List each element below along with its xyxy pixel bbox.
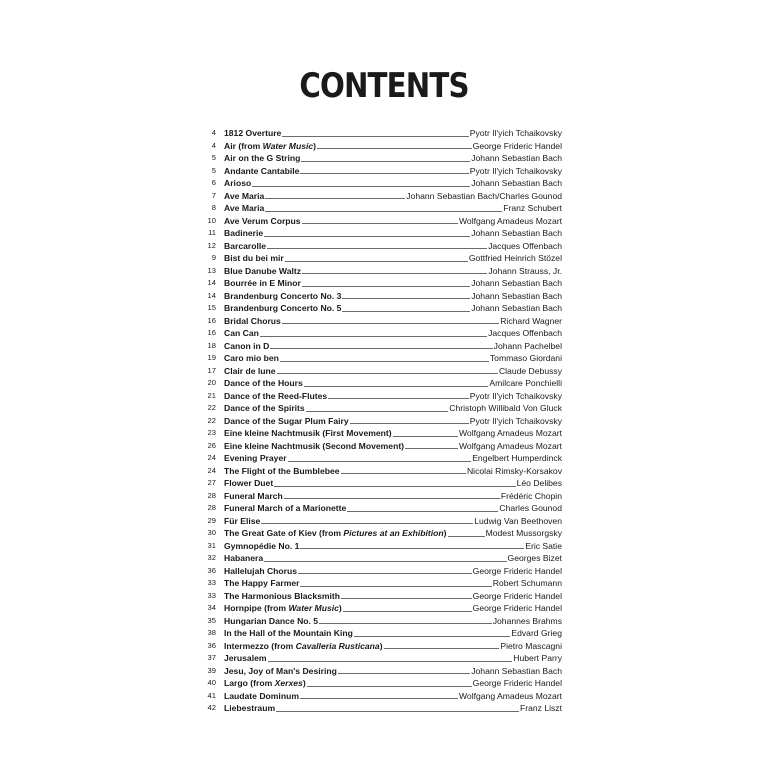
- composer-name: George Frideric Handel: [472, 603, 562, 613]
- toc-entry: [204, 440, 562, 453]
- piece-title: Evening Prayer: [224, 453, 287, 463]
- page-number: 28: [207, 503, 216, 512]
- page-number: 21: [207, 390, 216, 400]
- dot-leader: [270, 348, 492, 349]
- piece-title: Laudate Dominum: [224, 690, 299, 701]
- toc-entry: [204, 590, 562, 603]
- piece-title: Ave Maria: [224, 203, 265, 213]
- dot-leader: [405, 448, 458, 449]
- dot-leader: [265, 211, 502, 212]
- dot-leader: [252, 186, 470, 187]
- dot-leader: [300, 586, 491, 587]
- piece-title: Bist du bei mir: [224, 253, 284, 263]
- composer-name: Johann Sebastian Bach: [471, 665, 562, 676]
- piece-title: 1812 Overture: [224, 128, 282, 138]
- composer-name: Richard Wagner: [500, 315, 562, 326]
- dot-leader: [350, 423, 469, 424]
- composer-name: Pietro Mascagni: [500, 640, 562, 651]
- toc-entry: [204, 690, 562, 703]
- dot-leader: [301, 161, 470, 162]
- composer-name: Pyotr Il'yich Tchaikovsky: [469, 390, 562, 401]
- page-number: 42: [207, 703, 216, 712]
- toc-entry: [204, 140, 562, 153]
- piece-title: Funeral March of a Marionette: [224, 503, 347, 513]
- piece-title: Dance of the Reed-Flutes: [224, 390, 328, 401]
- composer-name: George Frideric Handel: [472, 590, 562, 601]
- piece-title: Eine kleine Nachtmusik (Second Movement): [224, 440, 405, 451]
- toc-entry: [204, 515, 562, 528]
- composer-name: Johann Sebastian Bach/Charles Gounod: [406, 190, 562, 201]
- piece-title: Für Elise: [224, 515, 261, 526]
- page-number: 33: [207, 578, 216, 587]
- piece-title: Badinerie: [224, 228, 264, 238]
- page-number: 31: [207, 540, 216, 550]
- page-title: CONTENTS: [299, 66, 469, 106]
- composer-name: George Frideric Handel: [472, 678, 562, 688]
- toc-entry: [204, 390, 562, 403]
- page-number: 23: [207, 428, 216, 437]
- composer-name: Johann Sebastian Bach: [471, 278, 562, 288]
- composer-name: Wolfgang Amadeus Mozart: [458, 440, 562, 451]
- page-number: 4: [211, 140, 216, 150]
- dot-leader: [304, 386, 489, 387]
- page-number: 36: [207, 565, 216, 575]
- page-number: 4: [211, 128, 216, 137]
- composer-name: Franz Liszt: [519, 703, 562, 713]
- piece-title: Habanera: [224, 553, 264, 563]
- piece-title: Can Can: [224, 328, 259, 338]
- toc-entry: [204, 602, 562, 615]
- piece-title: In the Hall of the Mountain King: [224, 628, 353, 638]
- piece-title: Liebestraum: [224, 703, 276, 713]
- dot-leader: [342, 311, 470, 312]
- dot-leader: [285, 261, 468, 262]
- dot-leader: [265, 198, 405, 199]
- dot-leader: [341, 473, 466, 474]
- piece-title: Intermezzo (from Cavalleria Rusticana): [224, 640, 383, 651]
- piece-title: The Flight of the Bumblebee: [224, 465, 340, 476]
- composer-name: Claude Debussy: [498, 365, 562, 376]
- composer-name: Christoph Willibald Von Gluck: [449, 403, 562, 413]
- composer-name: Wolfgang Amadeus Mozart: [458, 428, 562, 438]
- dot-leader: [280, 361, 489, 362]
- toc-entry: [204, 577, 562, 590]
- toc-entry: [204, 290, 562, 303]
- page-number: 7: [211, 190, 216, 200]
- dot-leader: [307, 686, 472, 687]
- page-number: 34: [207, 603, 216, 612]
- toc-entry: [204, 627, 562, 640]
- page-number: 16: [207, 315, 216, 325]
- composer-name: George Frideric Handel: [472, 565, 562, 576]
- page-number: 19: [207, 353, 216, 362]
- toc-entry: [204, 427, 562, 440]
- toc-entry: [204, 527, 562, 540]
- page-number: 18: [207, 340, 216, 350]
- page-number: 22: [207, 403, 216, 412]
- composer-name: Jacques Offenbach: [488, 240, 562, 251]
- page-number: 6: [211, 178, 216, 187]
- composer-name: Georges Bizet: [507, 553, 562, 563]
- dot-leader: [264, 236, 470, 237]
- composer-name: Hubert Parry: [513, 653, 562, 663]
- dot-leader: [306, 411, 449, 412]
- page-number: 5: [211, 165, 216, 175]
- toc-entry: [204, 640, 562, 653]
- page-number: 16: [207, 328, 216, 337]
- toc-entry: [204, 490, 562, 503]
- dot-leader: [267, 248, 487, 249]
- composer-name: Amilcare Ponchielli: [489, 378, 562, 388]
- piece-title: Bridal Chorus: [224, 315, 281, 326]
- dot-leader: [341, 598, 472, 599]
- composer-name: Robert Schumann: [492, 578, 562, 588]
- page-number: 14: [207, 290, 216, 300]
- composer-name: George Frideric Handel: [472, 140, 562, 151]
- page-number: 9: [211, 253, 216, 262]
- dot-leader: [260, 336, 487, 337]
- piece-title: Ave Verum Corpus: [224, 215, 301, 226]
- piece-title: Dance of the Sugar Plum Fairy: [224, 415, 349, 426]
- composer-name: Pyotr Il'yich Tchaikovsky: [469, 415, 562, 426]
- dot-leader: [302, 286, 470, 287]
- page-number: 40: [207, 678, 216, 687]
- page-number: 8: [211, 203, 216, 212]
- toc-entry: [204, 702, 562, 715]
- dot-leader: [288, 461, 472, 462]
- piece-title: Funeral March: [224, 490, 283, 501]
- page-number: 13: [207, 265, 216, 275]
- dot-leader: [342, 298, 470, 299]
- piece-title: Arioso: [224, 178, 252, 188]
- page-number: 24: [207, 465, 216, 475]
- page-number: 29: [207, 515, 216, 525]
- toc-entry: [204, 327, 562, 340]
- piece-title: Hungarian Dance No. 5: [224, 615, 319, 626]
- composer-name: Charles Gounod: [499, 503, 562, 513]
- composer-name: Wolfgang Amadeus Mozart: [458, 215, 562, 226]
- piece-title: Brandenburg Concerto No. 5: [224, 303, 342, 313]
- composer-name: Gottfried Heinrich Stözel: [468, 253, 562, 263]
- composer-name: Léo Delibes: [516, 478, 562, 488]
- piece-title: Gymnopédie No. 1: [224, 540, 300, 551]
- composer-name: Engelbert Humperdinck: [472, 453, 562, 463]
- toc-entry: [204, 415, 562, 428]
- page-number: 10: [207, 215, 216, 225]
- toc-entry: [204, 540, 562, 553]
- page-number: 17: [207, 365, 216, 375]
- piece-title: Blue Danube Waltz: [224, 265, 302, 276]
- piece-title: Ave Maria: [224, 190, 265, 201]
- piece-title: Bourrée in E Minor: [224, 278, 301, 288]
- dot-leader: [302, 273, 487, 274]
- toc-entry: [204, 452, 562, 465]
- composer-name: Nicolai Rimsky-Korsakov: [466, 465, 562, 476]
- toc-entry: [204, 465, 562, 478]
- piece-title: Canon in D: [224, 340, 270, 351]
- piece-title: Dance of the Hours: [224, 378, 303, 388]
- piece-title: Hallelujah Chorus: [224, 565, 298, 576]
- page-number: 22: [207, 415, 216, 425]
- toc-entry: [204, 202, 562, 215]
- toc-entry: [204, 565, 562, 578]
- dot-leader: [300, 548, 524, 549]
- toc-entry: [204, 340, 562, 353]
- toc-entry: [204, 477, 562, 490]
- page-number: 32: [207, 553, 216, 562]
- toc-entry: [204, 615, 562, 628]
- toc-entry: [204, 252, 562, 265]
- composer-name: Johann Sebastian Bach: [471, 290, 562, 301]
- dot-leader: [338, 673, 470, 674]
- dot-leader: [393, 436, 458, 437]
- page-number: 15: [207, 303, 216, 312]
- toc-entry: [204, 265, 562, 278]
- page-number: 14: [207, 278, 216, 287]
- piece-title: Flower Duet: [224, 478, 274, 488]
- page-number: 27: [207, 478, 216, 487]
- toc-entry: [204, 240, 562, 253]
- dot-leader: [448, 536, 485, 537]
- composer-name: Franz Schubert: [503, 203, 562, 213]
- composer-name: Johann Pachelbel: [493, 340, 562, 351]
- piece-title: Andante Cantabile: [224, 165, 300, 176]
- piece-title: The Great Gate of Kiev (from Pictures at an Exhibition): [224, 528, 447, 538]
- composer-name: Johann Sebastian Bach: [471, 303, 562, 313]
- toc-entry: [204, 365, 562, 378]
- dot-leader: [302, 223, 458, 224]
- dot-leader: [298, 573, 472, 574]
- piece-title: Hornpipe (from Water Music): [224, 603, 342, 613]
- page-number: 41: [207, 690, 216, 700]
- page-number: 37: [207, 653, 216, 662]
- toc-entry: [204, 652, 562, 665]
- dot-leader: [317, 148, 472, 149]
- page-number: 5: [211, 153, 216, 162]
- toc-entry: [204, 302, 562, 315]
- composer-name: Johannes Brahms: [492, 615, 562, 626]
- toc-entry: [204, 227, 562, 240]
- page-number: 30: [207, 528, 216, 537]
- composer-name: Pyotr Il'yich Tchaikovsky: [469, 165, 562, 176]
- toc-entry: [204, 177, 562, 190]
- page-number: 35: [207, 615, 216, 625]
- toc-entry: [204, 165, 562, 178]
- composer-name: Ludwig Van Beethoven: [474, 515, 562, 526]
- dot-leader: [274, 486, 515, 487]
- toc-entry: [204, 665, 562, 678]
- page-number: 26: [207, 440, 216, 450]
- table-of-contents: [204, 127, 562, 715]
- piece-title: Jesu, Joy of Man's Desiring: [224, 665, 337, 676]
- dot-leader: [261, 523, 473, 524]
- toc-entry: [204, 215, 562, 228]
- composer-name: Jacques Offenbach: [488, 328, 562, 338]
- dot-leader: [277, 373, 498, 374]
- dot-leader: [264, 561, 506, 562]
- composer-name: Johann Sebastian Bach: [471, 153, 562, 163]
- dot-leader: [319, 623, 492, 624]
- composer-name: Wolfgang Amadeus Mozart: [458, 690, 562, 701]
- toc-entry: [204, 127, 562, 140]
- piece-title: Caro mio ben: [224, 353, 279, 363]
- toc-entry: [204, 190, 562, 203]
- page-number: 11: [208, 228, 216, 237]
- page-number: 36: [207, 640, 216, 650]
- dot-leader: [328, 398, 469, 399]
- composer-name: Frédéric Chopin: [500, 490, 562, 501]
- toc-entry: [204, 277, 562, 290]
- toc-entry: [204, 352, 562, 365]
- piece-title: Air (from Water Music): [224, 140, 317, 151]
- toc-entry: [204, 152, 562, 165]
- piece-title: Jerusalem: [224, 653, 267, 663]
- composer-name: Johann Sebastian Bach: [471, 178, 562, 188]
- composer-name: Eric Satie: [525, 540, 562, 551]
- composer-name: Modest Mussorgsky: [485, 528, 562, 538]
- composer-name: Johann Strauss, Jr.: [488, 265, 562, 276]
- dot-leader: [282, 136, 468, 137]
- toc-entry: [204, 502, 562, 515]
- piece-title: Air on the G String: [224, 153, 301, 163]
- toc-entry: [204, 677, 562, 690]
- piece-title: Largo (from Xerxes): [224, 678, 306, 688]
- composer-name: Johann Sebastian Bach: [471, 228, 562, 238]
- composer-name: Edvard Grieg: [511, 628, 562, 638]
- dot-leader: [284, 498, 500, 499]
- dot-leader: [300, 173, 468, 174]
- piece-title: The Harmonious Blacksmith: [224, 590, 341, 601]
- piece-title: Clair de lune: [224, 365, 276, 376]
- toc-entry: [204, 402, 562, 415]
- page-number: 33: [207, 590, 216, 600]
- toc-entry: [204, 377, 562, 390]
- dot-leader: [276, 711, 519, 712]
- page-number: 38: [207, 628, 216, 637]
- dot-leader: [354, 636, 510, 637]
- dot-leader: [347, 511, 498, 512]
- dot-leader: [300, 698, 458, 699]
- composer-name: Pyotr Il'yich Tchaikovsky: [469, 128, 562, 138]
- piece-title: Eine kleine Nachtmusik (First Movement): [224, 428, 392, 438]
- composer-name: Tommaso Giordani: [489, 353, 562, 363]
- dot-leader: [384, 648, 500, 649]
- page-number: 24: [207, 453, 216, 462]
- page-number: 12: [207, 240, 216, 250]
- piece-title: The Happy Farmer: [224, 578, 300, 588]
- page-number: 28: [207, 490, 216, 500]
- page-number: 20: [207, 378, 216, 387]
- dot-leader: [282, 323, 499, 324]
- toc-entry: [204, 552, 562, 565]
- dot-leader: [268, 661, 513, 662]
- dot-leader: [343, 611, 472, 612]
- piece-title: Brandenburg Concerto No. 3: [224, 290, 342, 301]
- toc-entry: [204, 315, 562, 328]
- page-number: 39: [207, 665, 216, 675]
- piece-title: Dance of the Spirits: [224, 403, 305, 413]
- piece-title: Barcarolle: [224, 240, 267, 251]
